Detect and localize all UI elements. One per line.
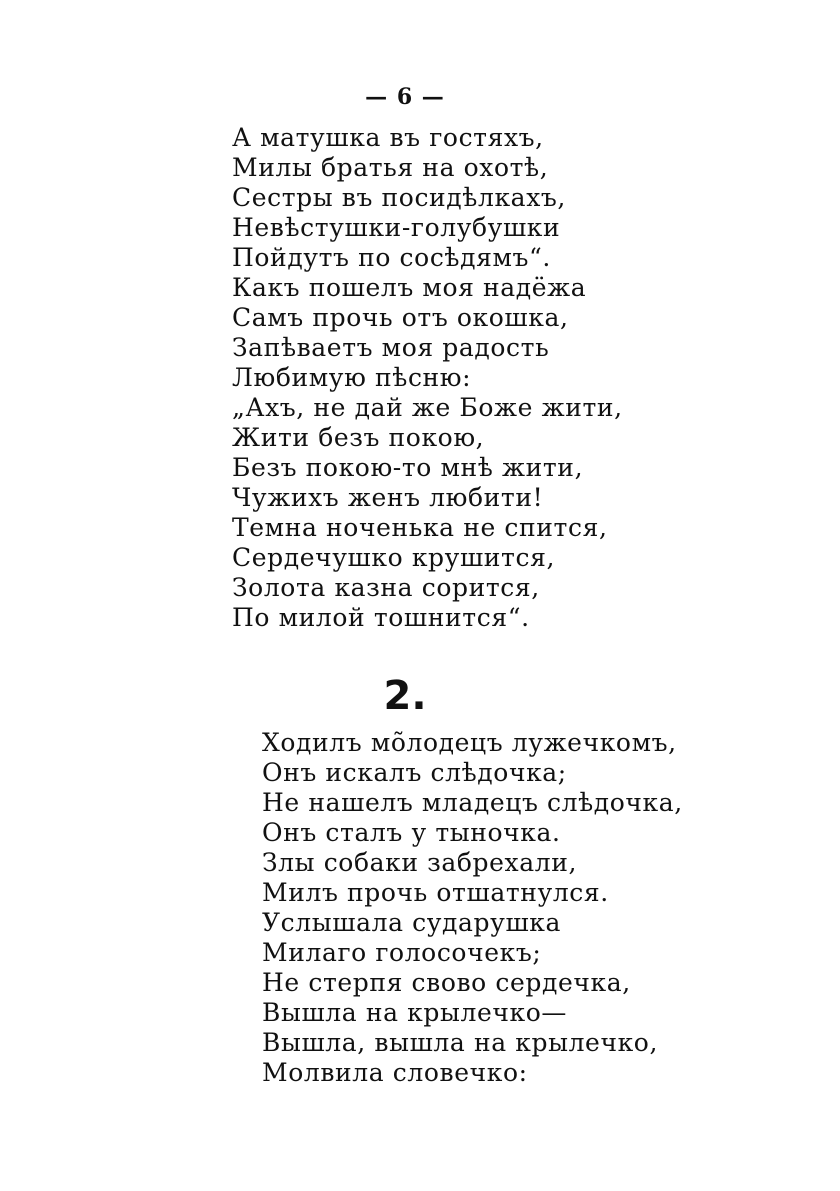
verse-line: Запѣваетъ моя радость	[232, 333, 550, 362]
verse-line: Золота казна сорится,	[232, 573, 540, 602]
verse-line: Пойдутъ по сосѣдямъ“.	[232, 243, 551, 272]
poem-2	[262, 728, 683, 1088]
poem-1	[232, 123, 623, 633]
verse-line: Молвила словечко:	[262, 1058, 528, 1087]
verse-line: Темна ноченька не спится,	[232, 513, 608, 542]
verse-line: Услышала сударушка	[262, 908, 562, 937]
section-number: 2.	[383, 673, 427, 719]
verse-line: Онъ сталъ у тыночка.	[262, 818, 561, 847]
verse-line: Чужихъ женъ любити!	[232, 483, 544, 512]
verse-line: Ходилъ мõлодецъ лужечкомъ,	[262, 728, 677, 757]
verse-line: Вышла на крылечко—	[262, 998, 567, 1027]
verse-line: Не нашелъ младецъ слѣдочка,	[262, 788, 683, 817]
verse-line: Любимую пѣсню:	[232, 363, 472, 392]
verse-line: Сестры въ посидѣлкахъ,	[232, 183, 566, 212]
verse-line: Невѣстушки-голубушки	[232, 213, 561, 242]
verse-line: Милы братья на охотѣ,	[232, 153, 549, 182]
verse-line: „Ахъ, не дай же Боже жити,	[232, 393, 623, 422]
verse-line: Сердечушко крушится,	[232, 543, 556, 572]
verse-line: По милой тошнится“.	[232, 603, 530, 632]
verse-line: Не стерпя свово сердечка,	[262, 968, 631, 997]
page-number: — 6 —	[365, 84, 445, 110]
verse-line: Вышла, вышла на крылечко,	[262, 1028, 659, 1057]
verse-line: Милаго голосочекъ;	[262, 938, 542, 967]
verse-line: Милъ прочь отшатнулся.	[262, 878, 609, 907]
verse-line: Какъ пошелъ моя надёжа	[232, 273, 587, 302]
verse-line: Самъ прочь отъ окошка,	[232, 303, 569, 332]
verse-line: А матушка въ гостяхъ,	[232, 123, 544, 152]
verse-line: Жити безъ покою,	[232, 423, 485, 452]
verse-line: Онъ искалъ слѣдочка;	[262, 758, 567, 787]
verse-line: Безъ покою-то мнѣ жити,	[232, 453, 584, 482]
verse-line: Злы собаки забрехали,	[262, 848, 578, 877]
